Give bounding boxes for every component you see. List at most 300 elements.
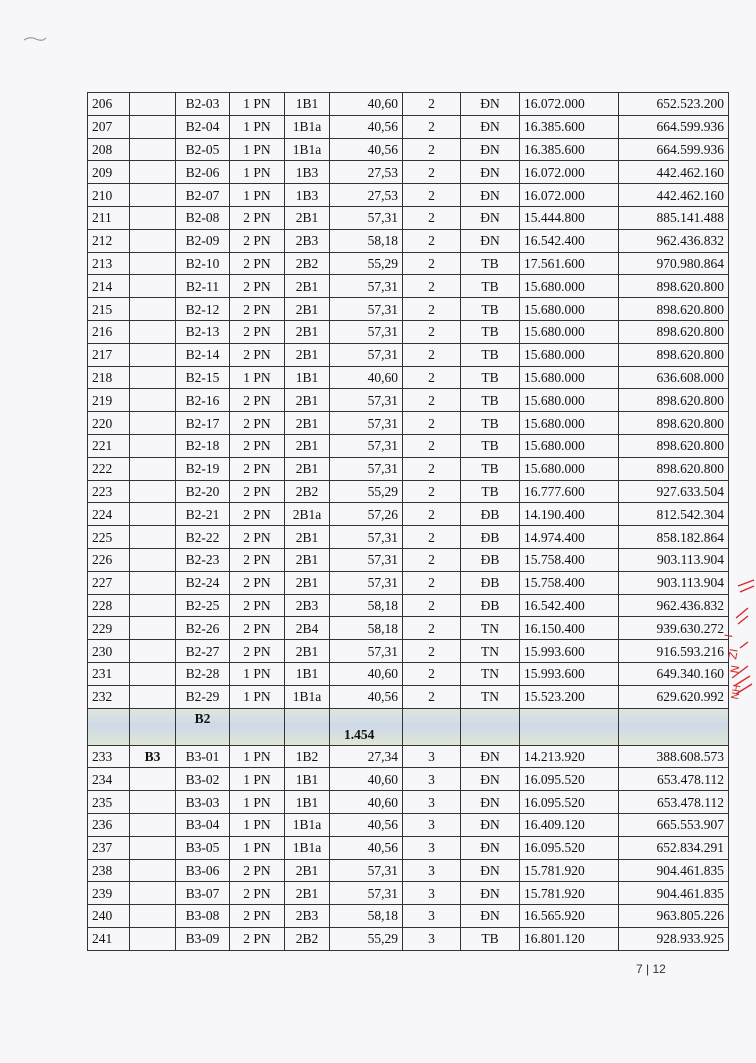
table-row: [88, 275, 729, 298]
cell-block: [130, 662, 176, 685]
cell-dir: TB: [461, 275, 520, 298]
subtotal-row-group: [88, 708, 729, 745]
cell-dir: TB: [461, 366, 520, 389]
cell-model: 1B3: [285, 161, 330, 184]
cell-type: 2 PN: [230, 229, 285, 252]
cell-floor: 2: [403, 389, 461, 412]
cell-block: [130, 480, 176, 503]
cell-total: 970.980.864: [619, 252, 729, 275]
cell-area: 58,18: [330, 617, 403, 640]
table-row: [88, 389, 729, 412]
cell-floor: 2: [403, 434, 461, 457]
table-row: [88, 662, 729, 685]
cell-price: 14.213.920: [520, 745, 619, 768]
table-row: [88, 548, 729, 571]
cell-type: 2 PN: [230, 389, 285, 412]
svg-text:ZI: ZI: [726, 647, 741, 661]
cell-floor: 2: [403, 548, 461, 571]
cell-price: 14.190.400: [520, 503, 619, 526]
cell-code: B3-03: [176, 791, 230, 814]
cell-stt: 206: [88, 93, 130, 116]
cell-dir: ĐN: [461, 138, 520, 161]
cell-code: B2-10: [176, 252, 230, 275]
cell-total: 653.478.112: [619, 791, 729, 814]
cell-stt: 210: [88, 184, 130, 207]
cell-type: 2 PN: [230, 457, 285, 480]
cell-floor: 2: [403, 320, 461, 343]
table-row: [88, 768, 729, 791]
cell-floor: 3: [403, 882, 461, 905]
cell-floor: 2: [403, 594, 461, 617]
cell-total: 939.630.272: [619, 617, 729, 640]
cell-area: 40,56: [330, 685, 403, 708]
cell-block: [130, 161, 176, 184]
cell-block: [130, 184, 176, 207]
cell-block: [130, 115, 176, 138]
cell-type: 1 PN: [230, 366, 285, 389]
cell-code: B2-12: [176, 298, 230, 321]
cell-floor: 3: [403, 768, 461, 791]
svg-text:NH: NH: [730, 683, 744, 701]
red-stamp: [718, 578, 756, 708]
cell-area: 55,29: [330, 480, 403, 503]
cell-floor: 2: [403, 343, 461, 366]
cell-total: 962.436.832: [619, 594, 729, 617]
cell-stt: 219: [88, 389, 130, 412]
cell-dir: TB: [461, 480, 520, 503]
cell-code: B2-04: [176, 115, 230, 138]
cell-total: 858.182.864: [619, 526, 729, 549]
cell-dir: ĐN: [461, 859, 520, 882]
cell-total: 962.436.832: [619, 229, 729, 252]
cell-area: 27,53: [330, 161, 403, 184]
cell-total: 665.553.907: [619, 813, 729, 836]
cell-price: 15.781.920: [520, 859, 619, 882]
cell-model: 2B1: [285, 320, 330, 343]
cell-price: 15.993.600: [520, 662, 619, 685]
cell-price: 16.777.600: [520, 480, 619, 503]
table-row: [88, 457, 729, 480]
cell-floor: 2: [403, 252, 461, 275]
cell-dir: ĐN: [461, 184, 520, 207]
cell-area: 27,34: [330, 745, 403, 768]
cell-floor: 3: [403, 927, 461, 950]
cell-floor: 2: [403, 526, 461, 549]
cell-dir: ĐN: [461, 791, 520, 814]
cell-type: 2 PN: [230, 526, 285, 549]
cell-block: [130, 768, 176, 791]
cell-block: [130, 685, 176, 708]
cell-type: 2 PN: [230, 343, 285, 366]
cell-code: B3-08: [176, 905, 230, 928]
cell-total: 928.933.925: [619, 927, 729, 950]
cell-stt: 233: [88, 745, 130, 768]
cell-block: [130, 526, 176, 549]
cell-floor: 2: [403, 184, 461, 207]
cell-code: B2-22: [176, 526, 230, 549]
cell-type: 1 PN: [230, 161, 285, 184]
cell-model: 2B1: [285, 434, 330, 457]
cell-total: 898.620.800: [619, 412, 729, 435]
cell-total: 916.593.216: [619, 640, 729, 663]
cell-floor: 2: [403, 503, 461, 526]
cell-code: B3-01: [176, 745, 230, 768]
cell-code: B2-11: [176, 275, 230, 298]
cell-price: 16.385.600: [520, 138, 619, 161]
cell-area: 57,31: [330, 548, 403, 571]
cell-stt: 240: [88, 905, 130, 928]
cell-type: 1 PN: [230, 768, 285, 791]
cell-dir: ĐN: [461, 745, 520, 768]
cell-stt: 230: [88, 640, 130, 663]
cell-price: 15.680.000: [520, 366, 619, 389]
cell-area: 57,31: [330, 206, 403, 229]
svg-text:N: N: [728, 664, 743, 675]
table-row: [88, 685, 729, 708]
table-row: [88, 617, 729, 640]
cell-type: 2 PN: [230, 571, 285, 594]
cell-model: 1B3: [285, 184, 330, 207]
cell-price: 15.680.000: [520, 434, 619, 457]
cell-stt: 223: [88, 480, 130, 503]
cell-dir: ĐN: [461, 206, 520, 229]
cell-code: B2-13: [176, 320, 230, 343]
cell-area: 40,56: [330, 138, 403, 161]
cell-dir: TN: [461, 640, 520, 663]
cell-code: B3-05: [176, 836, 230, 859]
cell-model: 1B1: [285, 366, 330, 389]
cell-total: 898.620.800: [619, 343, 729, 366]
cell-total: 636.608.000: [619, 366, 729, 389]
cell-floor: 2: [403, 298, 461, 321]
cell-block: [130, 905, 176, 928]
cell-area: 57,31: [330, 298, 403, 321]
cell-dir: ĐN: [461, 161, 520, 184]
table-row: [88, 836, 729, 859]
cell-model: 1B1a: [285, 115, 330, 138]
cell-code: B3-07: [176, 882, 230, 905]
table-row: [88, 320, 729, 343]
cell-model: 1B1: [285, 791, 330, 814]
cell-type: 1 PN: [230, 93, 285, 116]
cell-total: 898.620.800: [619, 389, 729, 412]
cell-stt: 227: [88, 571, 130, 594]
table-row: [88, 412, 729, 435]
cell-area: 57,26: [330, 503, 403, 526]
cell-area: 57,31: [330, 526, 403, 549]
cell-floor: 2: [403, 93, 461, 116]
cell-block: [130, 882, 176, 905]
cell-code: B2-05: [176, 138, 230, 161]
cell-type: 2 PN: [230, 859, 285, 882]
cell-code: B2-23: [176, 548, 230, 571]
cell-code: B2-27: [176, 640, 230, 663]
cell-stt: 234: [88, 768, 130, 791]
cell-total: 885.141.488: [619, 206, 729, 229]
cell-stt: 226: [88, 548, 130, 571]
cell-block: [130, 594, 176, 617]
cell-model: 2B2: [285, 480, 330, 503]
cell-total: 898.620.800: [619, 457, 729, 480]
cell-code: B2-28: [176, 662, 230, 685]
cell-model: 2B4: [285, 617, 330, 640]
cell-price: 16.072.000: [520, 184, 619, 207]
cell-stt: 215: [88, 298, 130, 321]
cell-block: [130, 366, 176, 389]
cell-price: 15.781.920: [520, 882, 619, 905]
cell-dir: TB: [461, 434, 520, 457]
cell-area: 57,31: [330, 457, 403, 480]
cell-dir: TB: [461, 252, 520, 275]
cell-type: 2 PN: [230, 548, 285, 571]
cell-dir: ĐN: [461, 905, 520, 928]
table-row: [88, 343, 729, 366]
cell-area: 57,31: [330, 571, 403, 594]
cell-total: 664.599.936: [619, 115, 729, 138]
cell-price: 15.523.200: [520, 685, 619, 708]
cell-code: B2-07: [176, 184, 230, 207]
cell-type: 2 PN: [230, 275, 285, 298]
subtotal-row: [88, 708, 729, 745]
cell-area: 57,31: [330, 640, 403, 663]
cell-dir: ĐB: [461, 571, 520, 594]
cell-code: B2-09: [176, 229, 230, 252]
cell-price: 16.072.000: [520, 161, 619, 184]
cell-model: 2B1: [285, 548, 330, 571]
cell-floor: 2: [403, 206, 461, 229]
cell-model: 2B1: [285, 526, 330, 549]
table-row: [88, 882, 729, 905]
cell-type: 2 PN: [230, 503, 285, 526]
cell-type: 2 PN: [230, 480, 285, 503]
cell-block: [130, 927, 176, 950]
cell-stt: 211: [88, 206, 130, 229]
cell-block: [130, 252, 176, 275]
table-row: [88, 184, 729, 207]
cell-block: [130, 320, 176, 343]
cell-stt: 222: [88, 457, 130, 480]
cell-price: 16.150.400: [520, 617, 619, 640]
table-row: [88, 813, 729, 836]
cell-type: 2 PN: [230, 640, 285, 663]
cell-block: [130, 93, 176, 116]
cell-code: B3-02: [176, 768, 230, 791]
cell-stt: 220: [88, 412, 130, 435]
cell-block: [130, 412, 176, 435]
cell-type: 2 PN: [230, 617, 285, 640]
cell-stt: 217: [88, 343, 130, 366]
cell-price: 15.680.000: [520, 320, 619, 343]
cell-floor: 2: [403, 115, 461, 138]
cell-floor: 2: [403, 229, 461, 252]
subtotal-label: B2: [176, 708, 230, 745]
cell-floor: 2: [403, 457, 461, 480]
cell-code: B2-17: [176, 412, 230, 435]
cell-dir: TB: [461, 389, 520, 412]
cell-block: [130, 640, 176, 663]
cell-model: 2B1: [285, 389, 330, 412]
cell-price: 16.095.520: [520, 768, 619, 791]
cell-price: 16.409.120: [520, 813, 619, 836]
cell-model: 2B1a: [285, 503, 330, 526]
table-row: [88, 745, 729, 768]
cell-type: 2 PN: [230, 412, 285, 435]
cell-total: 812.542.304: [619, 503, 729, 526]
cell-block: [130, 548, 176, 571]
cell-price: 15.680.000: [520, 298, 619, 321]
cell-total: 963.805.226: [619, 905, 729, 928]
table-row: [88, 434, 729, 457]
cell-dir: TB: [461, 412, 520, 435]
cell-area: 40,60: [330, 662, 403, 685]
cell-area: 55,29: [330, 927, 403, 950]
cell-model: 2B1: [285, 882, 330, 905]
cell-block: [130, 298, 176, 321]
cell-block: [130, 389, 176, 412]
cell-model: 1B1: [285, 662, 330, 685]
cell-area: 57,31: [330, 343, 403, 366]
cell-stt: 231: [88, 662, 130, 685]
cell-total: 898.620.800: [619, 275, 729, 298]
cell-total: 664.599.936: [619, 138, 729, 161]
cell-code: B2-21: [176, 503, 230, 526]
cell-floor: 3: [403, 836, 461, 859]
cell-stt: 229: [88, 617, 130, 640]
cell-price: 15.993.600: [520, 640, 619, 663]
table-row: [88, 571, 729, 594]
cell-area: 40,56: [330, 836, 403, 859]
cell-stt: 235: [88, 791, 130, 814]
cell-floor: 2: [403, 685, 461, 708]
table-row: [88, 229, 729, 252]
cell-stt: 241: [88, 927, 130, 950]
cell-dir: ĐN: [461, 836, 520, 859]
cell-dir: ĐN: [461, 882, 520, 905]
cell-model: 2B1: [285, 343, 330, 366]
cell-area: 58,18: [330, 594, 403, 617]
cell-total: 629.620.992: [619, 685, 729, 708]
cell-stt: 216: [88, 320, 130, 343]
cell-type: 2 PN: [230, 298, 285, 321]
table-row: [88, 298, 729, 321]
cell-type: 2 PN: [230, 882, 285, 905]
cell-price: 16.542.400: [520, 229, 619, 252]
cell-total: 442.462.160: [619, 184, 729, 207]
cell-dir: ĐB: [461, 503, 520, 526]
cell-block: [130, 343, 176, 366]
cell-code: B2-20: [176, 480, 230, 503]
cell-type: 1 PN: [230, 685, 285, 708]
cell-model: 2B2: [285, 927, 330, 950]
cell-type: 2 PN: [230, 206, 285, 229]
cell-type: 1 PN: [230, 791, 285, 814]
cell-total: 927.633.504: [619, 480, 729, 503]
cell-block: [130, 859, 176, 882]
cell-model: 2B1: [285, 298, 330, 321]
cell-total: 653.478.112: [619, 768, 729, 791]
cell-dir: ĐB: [461, 526, 520, 549]
cell-area: 40,60: [330, 768, 403, 791]
cell-stt: 239: [88, 882, 130, 905]
cell-price: 16.095.520: [520, 791, 619, 814]
cell-code: B2-29: [176, 685, 230, 708]
cell-area: 57,31: [330, 882, 403, 905]
cell-floor: 3: [403, 791, 461, 814]
cell-floor: 3: [403, 745, 461, 768]
cell-model: 1B1a: [285, 685, 330, 708]
cell-model: 2B1: [285, 571, 330, 594]
cell-model: 1B2: [285, 745, 330, 768]
cell-block: [130, 206, 176, 229]
cell-code: B3-06: [176, 859, 230, 882]
cell-total: 649.340.160: [619, 662, 729, 685]
cell-stt: 228: [88, 594, 130, 617]
cell-code: B2-14: [176, 343, 230, 366]
cell-price: 15.444.800: [520, 206, 619, 229]
cell-area: 57,31: [330, 412, 403, 435]
cell-stt: 207: [88, 115, 130, 138]
cell-dir: ĐN: [461, 813, 520, 836]
page-number: 7 | 12: [636, 962, 666, 976]
cell-dir: TN: [461, 662, 520, 685]
cell-code: B2-15: [176, 366, 230, 389]
cell-block: [130, 138, 176, 161]
table-row: [88, 594, 729, 617]
svg-text:I: I: [722, 633, 736, 639]
cell-code: B3-04: [176, 813, 230, 836]
table-row: [88, 503, 729, 526]
cell-area: 55,29: [330, 252, 403, 275]
cell-block: [130, 457, 176, 480]
cell-price: 16.542.400: [520, 594, 619, 617]
cell-dir: ĐB: [461, 548, 520, 571]
cell-area: 57,31: [330, 859, 403, 882]
cell-block: [130, 434, 176, 457]
cell-dir: ĐN: [461, 93, 520, 116]
cell-area: 57,31: [330, 389, 403, 412]
cell-stt: 225: [88, 526, 130, 549]
cell-model: 2B2: [285, 252, 330, 275]
cell-price: 15.680.000: [520, 343, 619, 366]
cell-area: 57,31: [330, 275, 403, 298]
cell-price: 15.680.000: [520, 275, 619, 298]
cell-model: 1B1a: [285, 836, 330, 859]
cell-floor: 2: [403, 138, 461, 161]
cell-model: 2B1: [285, 457, 330, 480]
cell-type: 1 PN: [230, 836, 285, 859]
cell-price: 17.561.600: [520, 252, 619, 275]
table-row: [88, 480, 729, 503]
cell-stt: 213: [88, 252, 130, 275]
cell-dir: ĐN: [461, 115, 520, 138]
cell-price: 15.680.000: [520, 457, 619, 480]
cell-model: 1B1a: [285, 813, 330, 836]
table-row: [88, 859, 729, 882]
cell-area: 57,31: [330, 320, 403, 343]
cell-model: 2B3: [285, 594, 330, 617]
cell-code: B2-26: [176, 617, 230, 640]
table-row: [88, 161, 729, 184]
cell-model: 2B1: [285, 859, 330, 882]
price-table: [87, 92, 729, 951]
table-row: [88, 905, 729, 928]
table-row: [88, 366, 729, 389]
cell-price: 16.801.120: [520, 927, 619, 950]
cell-type: 1 PN: [230, 138, 285, 161]
cell-dir: ĐN: [461, 229, 520, 252]
cell-total: 898.620.800: [619, 320, 729, 343]
cell-price: 16.565.920: [520, 905, 619, 928]
